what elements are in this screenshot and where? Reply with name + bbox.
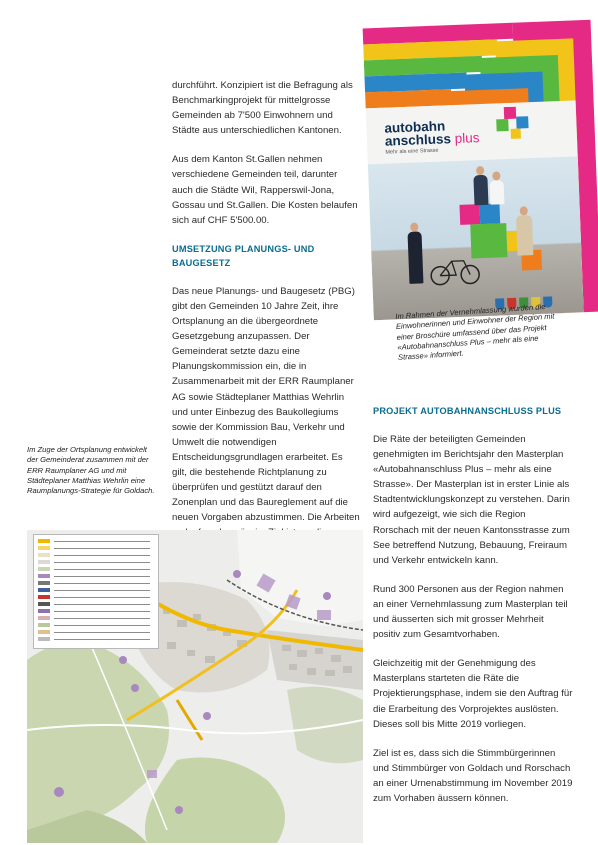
map-legend (33, 534, 159, 649)
paragraph: Ziel ist es, dass sich die Stimmbürgerinnen und Stimmbürger von Goldach und Rorschach an einer Urnenabstimmung im November 2019 zum Vorhaben äussern können. (373, 747, 573, 804)
person-head (492, 171, 500, 180)
person-figure (473, 175, 488, 206)
middle-column (172, 78, 360, 600)
planning-map-image (27, 530, 363, 843)
section-heading: PROJEKT AUTOBAHNANSCHLUSS PLUS (373, 406, 562, 416)
paragraph: durchführt. Konzipiert ist die Befragung als Benchmarkingprojekt für mittelgrosse Gemeinden ab 7'500 Einwohnern und Städte aus unterschiedlichen Kantonen. (172, 80, 353, 137)
bicycle-icon (429, 252, 480, 288)
person-figure (490, 180, 505, 205)
cover-title (384, 118, 479, 148)
brochure-cover-image (362, 12, 598, 321)
person-head (476, 166, 484, 175)
person-head (520, 206, 528, 215)
right-column (373, 404, 573, 820)
person-figure (516, 215, 534, 256)
paragraph: Aus dem Kanton St.Gallen nehmen verschiedene Gemeinden teil, darunter auch die Städte Wil, Rapperswil-Jona, Gossau und St.Gallen. Die Kosten belaufen sich auf CHF 5'500.00. (172, 154, 358, 226)
paragraph: Die Räte der beteiligten Gemeinden genehmigten im Berichtsjahr den Masterplan «Autobahnanschluss Plus – mehr als eine Strasse». Der Masterplan ist in erster Linie als Stadtentwicklungskonzept zu verstehen. Darin wird aufgezeigt, wie sich die Region Rorschach mit der neuen Kantonsstrasse zum See betreffend Nutzung, Bebauung, Freiraum und Verkehr entwickeln kann. (373, 434, 570, 566)
cover-cube (459, 204, 480, 225)
person-head (410, 222, 418, 231)
paragraph: Rund 300 Personen aus der Region nahmen an einer Vernehmlassung zum Masterplan teil und äusserten sich mit grosser Mehrheit positiv zum Gesamtvorhaben. (373, 583, 568, 641)
cover-subtitle: Mehr als eine Strasse (385, 147, 439, 156)
paragraph: Das neue Planungs- und Baugesetz (PBG) gibt den Gemeinden 10 Jahre Zeit, ihre Ortsplanung an die übergeordnete Gesetzgebung anzupassen. Der Gemeinderat setzte dazu eine Planungskommission ein, die in Zusammenarbeit mit der ERR Raumplaner AG sowie Städteplaner Matthias Wehrlin und unter Einbezug des Baukollegiums sowie der Kommission Bau, Verkehr und Umwelt die notwendigen Entscheidungsgrundlagen erarbeitet. Es gilt, die bestehende Richtplanung zu überprüfen und gestützt darauf den Zonenplan und das Baureglement auf die neuen Vorgaben abzustimmen. Die Arbeiten (172, 285, 360, 524)
map-caption: Im Zuge der Ortsplanung entwickelt der Gemeinderat zusammen mit der ERR Raumplaner AG und mit Städteplaner Matthias Wehrlin eine Raumplanungs-Strategie für Goldach. (27, 445, 155, 496)
cover-panel (366, 100, 584, 320)
brochure-caption: Im Rahmen der Vernehmlassung wurden die Einwohnerinnen und Einwohner der Region mit einer Broschüre umfassend über das Projekt «Autobahnanschluss Plus – mehr als eine Strasse» informiert. (395, 302, 555, 363)
section-heading: UMSETZUNG PLANUNGS- UND BAUGESETZ (172, 243, 315, 268)
cover-title-plus: plus (454, 130, 480, 147)
cover-title-line1: autobahn (384, 118, 446, 136)
cover-logo-icon (490, 106, 531, 144)
cover-cube (479, 203, 500, 224)
cover-title-line2: anschluss (384, 131, 452, 149)
cover-tab (364, 73, 467, 93)
person-figure (407, 231, 423, 283)
paragraph: Gleichzeitig mit der Genehmigung des Masterplans starteten die Räte die Projektierungsphase, indem sie den Auftrag für die Erarbeitung des Vorprojektes auslösten. Dieses soll bis Mitte 2019 vorliegen. (373, 658, 573, 730)
